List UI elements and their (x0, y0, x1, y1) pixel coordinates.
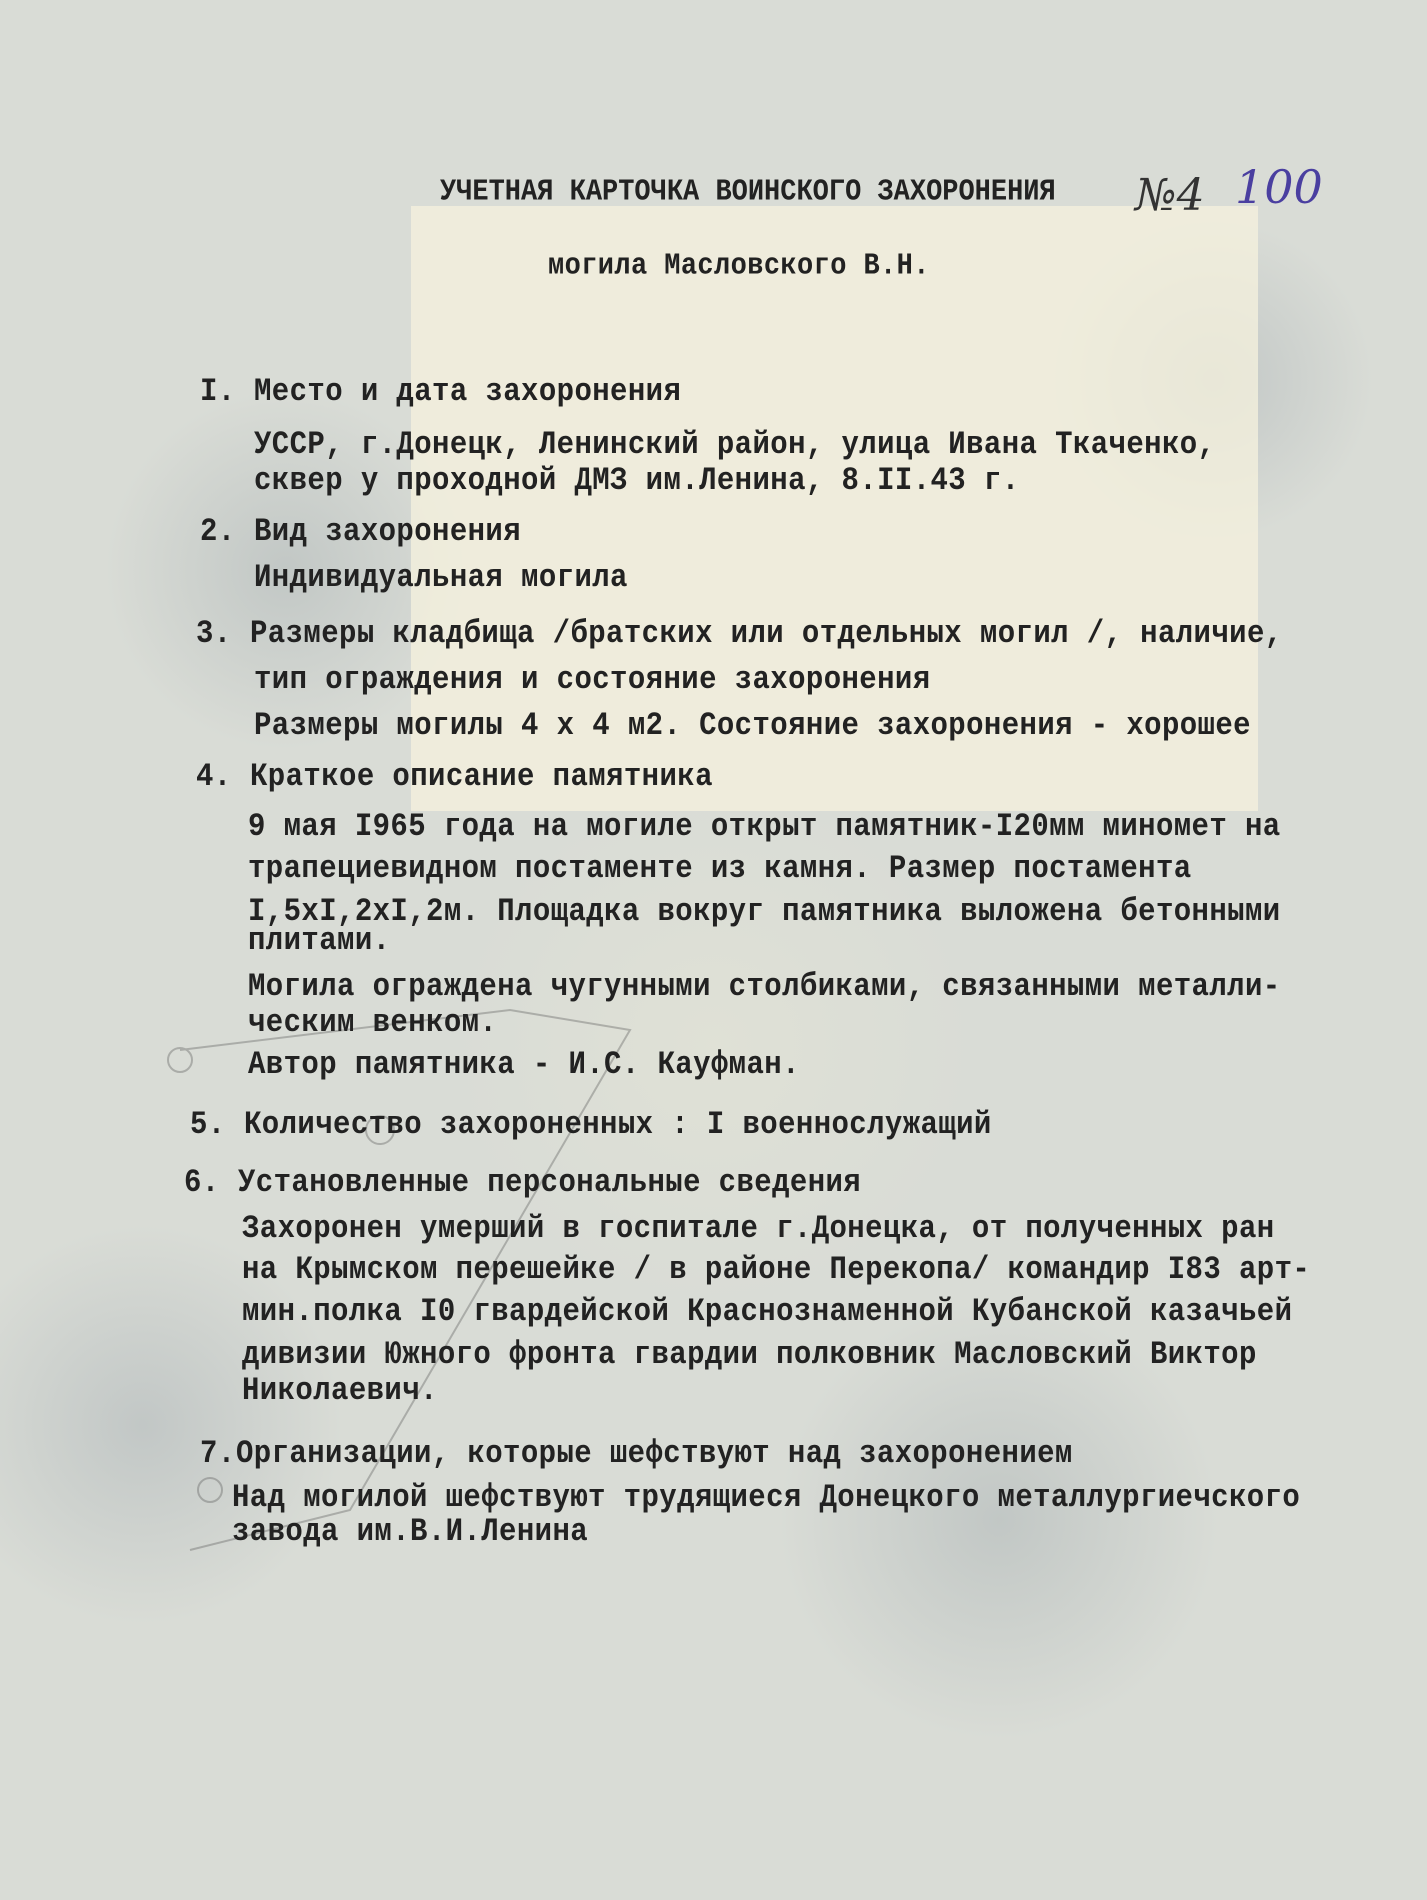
section-text-line: Могила ограждена чугунными столбиками, связанными металли- (248, 968, 1281, 1005)
section-heading: Установленные персональные сведения (238, 1164, 862, 1201)
section-heading: Вид захоронения (254, 513, 522, 550)
handwritten-number: №4 (1135, 170, 1205, 221)
section-number: 3. (196, 615, 232, 652)
section-heading: Количество захороненных : I военнослужащий (244, 1106, 992, 1143)
section-text-line: мин.полка I0 гвардейской Краснознаменной Кубанской казачьей (242, 1293, 1293, 1330)
section-text-line: дивизии Южного фронта гвардии полковник Масловский Виктор (242, 1336, 1257, 1373)
section-heading: Место и дата захоронения (254, 373, 682, 410)
section-text-line: 9 мая I965 года на могиле открыт памятник-I20мм миномет на (248, 808, 1281, 845)
handwritten-page-number: 100 (1235, 160, 1323, 214)
section-text-line: Захоронен умерший в госпитале г.Донецка, от полученных ран (242, 1210, 1275, 1247)
section-text-line: Размеры могилы 4 x 4 м2. Состояние захоронения - хорошее (254, 707, 1251, 744)
section-text-line: Николаевич. (242, 1372, 438, 1409)
section-number: 6. (184, 1164, 220, 1201)
section-text-line: трапециевидном постаменте из камня. Размер постамента (248, 850, 1192, 887)
section-heading: Организации, которые шефствуют над захоронением (236, 1435, 1073, 1472)
section-text-line: ческим венком. (248, 1004, 498, 1041)
section-text-line: тип ограждения и состояние захоронения (254, 661, 931, 698)
section-text-line: УССР, г.Донецк, Ленинский район, улица Ивана Ткаченко, (254, 426, 1216, 463)
section-text-line: плитами. (248, 922, 391, 959)
section-text-line: Индивидуальная могила (254, 559, 628, 596)
section-text-line: сквер у проходной ДМЗ им.Ленина, 8.II.43 г. (254, 462, 1020, 499)
section-heading: Краткое описание памятника (250, 758, 713, 795)
section-number: 4. (196, 758, 232, 795)
section-number: 2. (200, 513, 236, 550)
section-text-line: завода им.В.И.Ленина (232, 1513, 589, 1550)
section-text-line: на Крымском перешейке / в районе Перекопа/ командир I83 арт- (242, 1251, 1311, 1288)
section-heading: Размеры кладбища /братских или отдельных могил /, наличие, (250, 615, 1283, 652)
section-text-line: Над могилой шефствуют трудящиеся Донецкого металлургиечского (232, 1479, 1301, 1516)
document-title: УЧЕТНАЯ КАРТОЧКА ВОИНСКОГО ЗАХОРОНЕНИЯ (440, 176, 1056, 210)
section-number: 7. (200, 1435, 236, 1472)
section-text-line: I,5xI,2xI,2м. Площадка вокруг памятника выложена бетонными (248, 893, 1281, 930)
document-subtitle: могила Масловского В.Н. (548, 250, 930, 284)
section-text-line: Автор памятника - И.С. Кауфман. (248, 1046, 800, 1083)
section-number: I. (200, 373, 236, 410)
section-number: 5. (190, 1106, 226, 1143)
